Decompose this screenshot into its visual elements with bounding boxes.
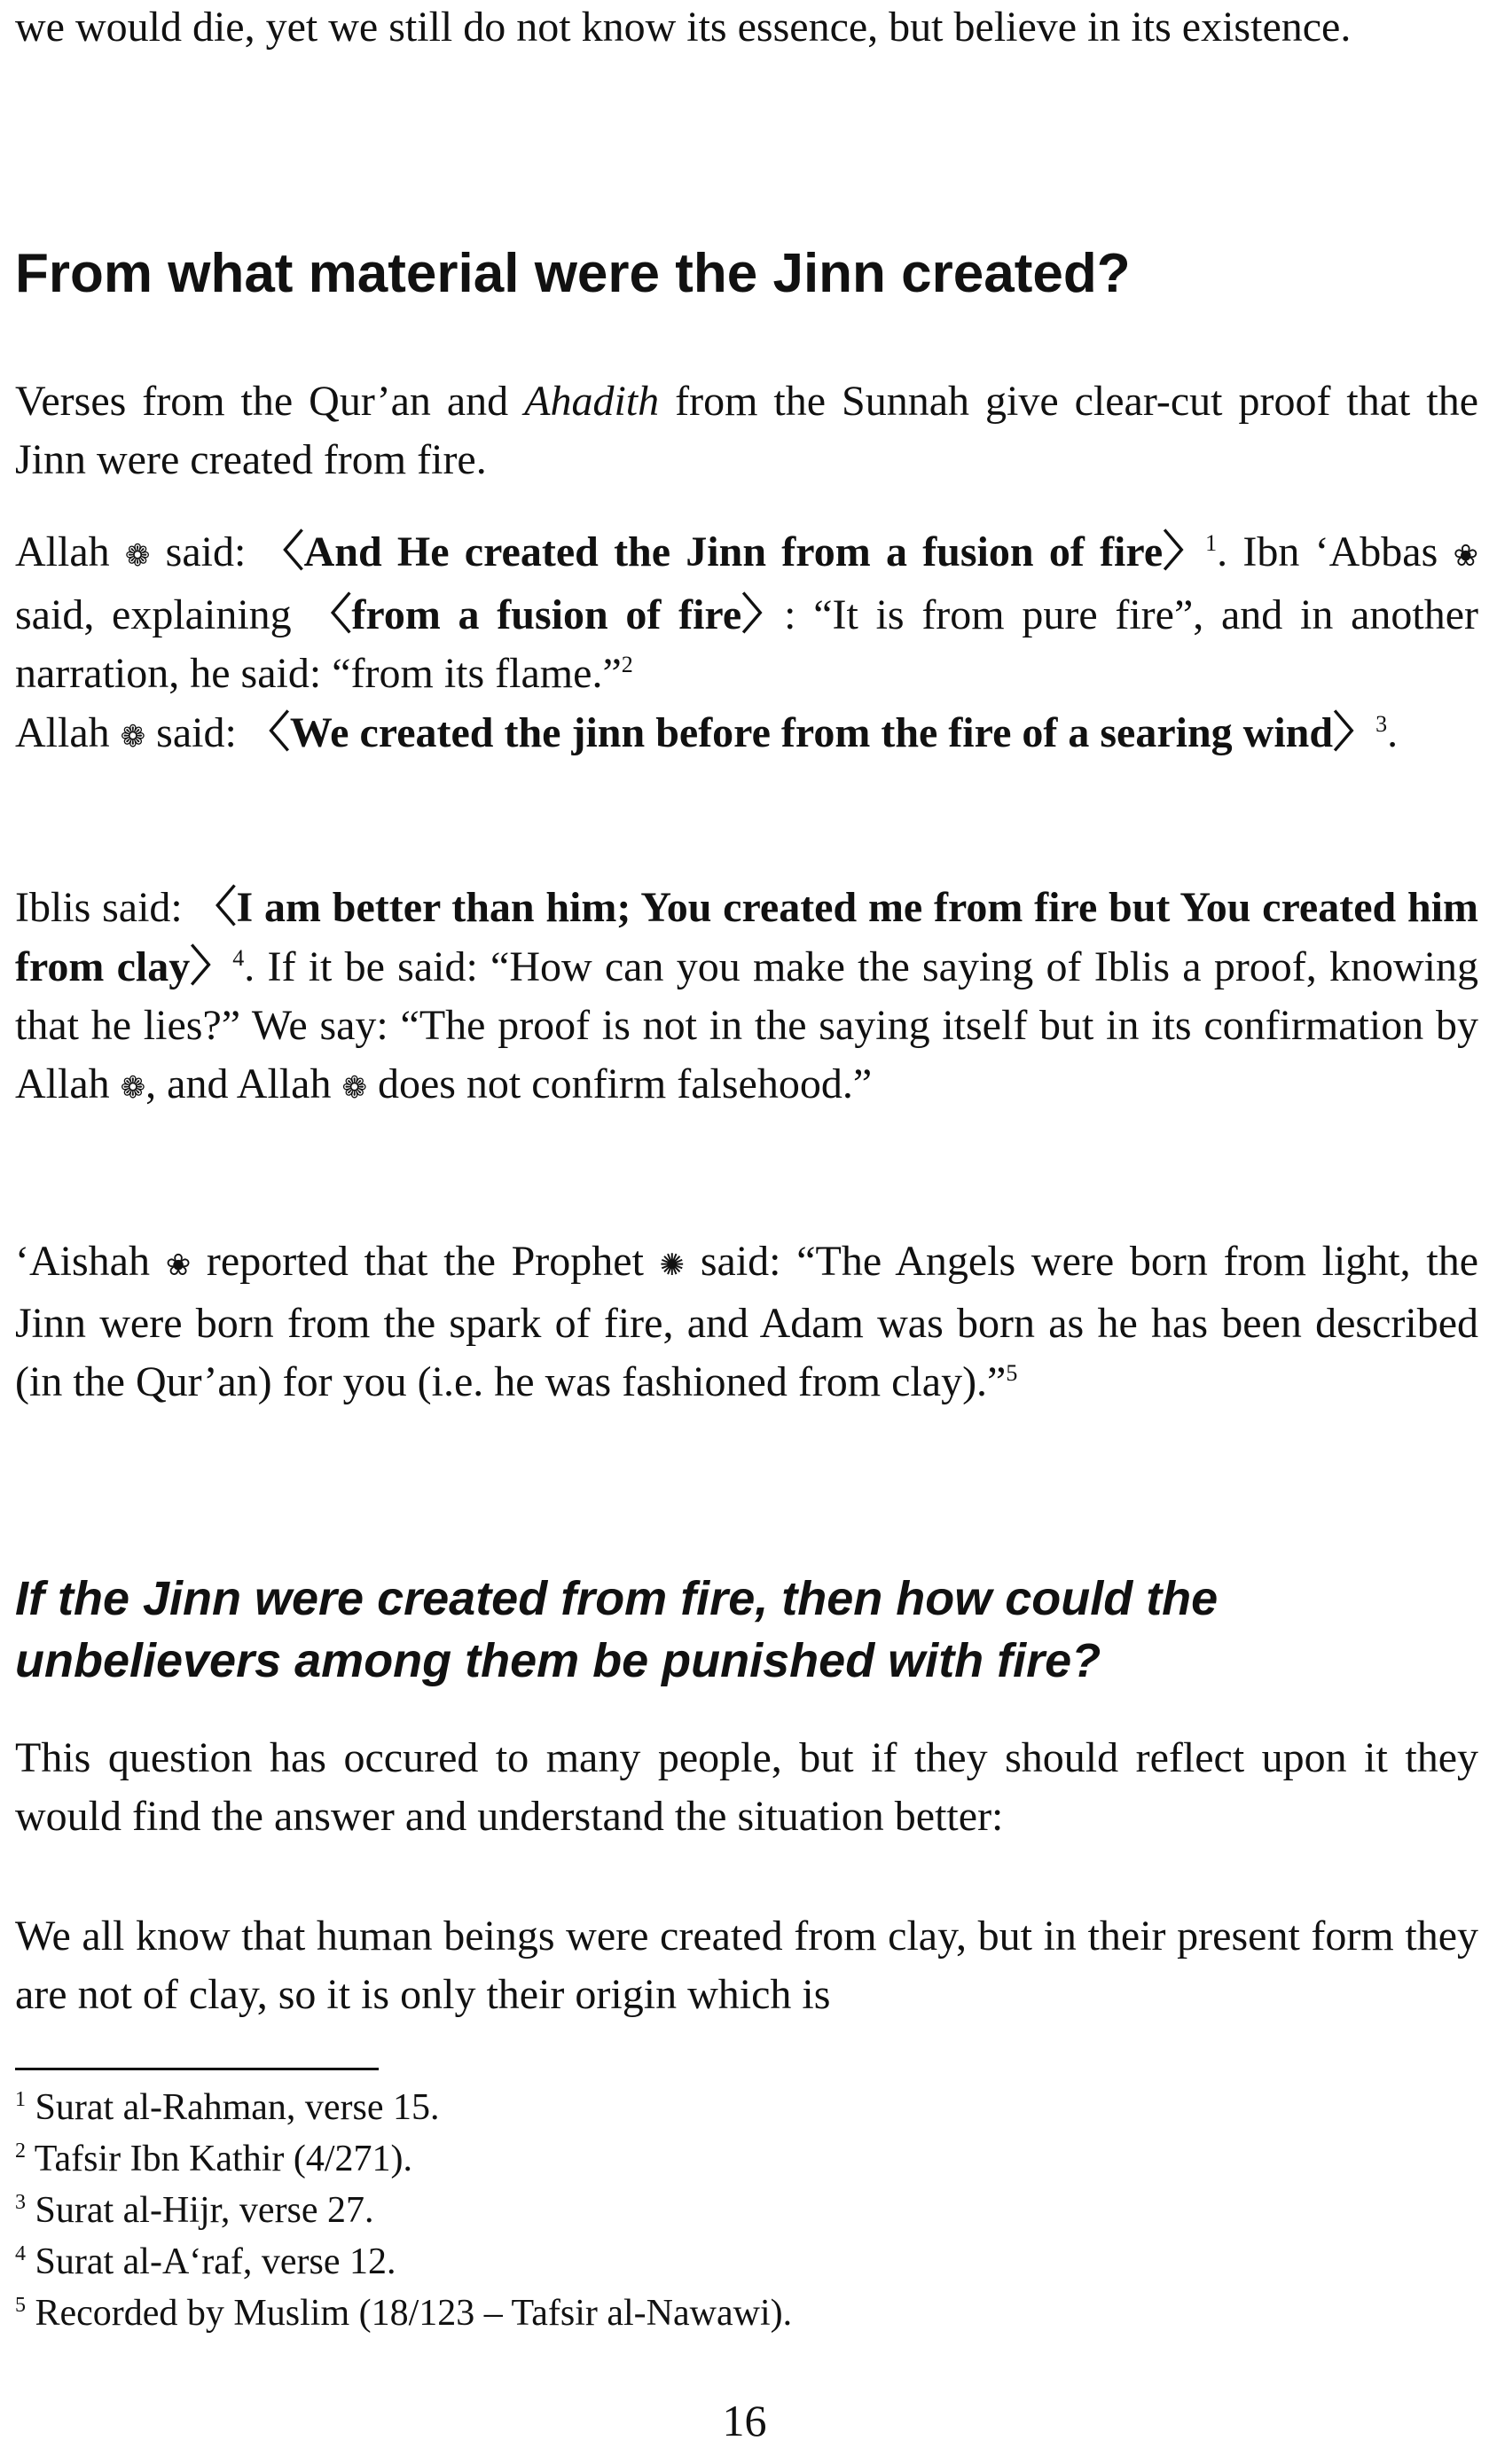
footnote-ref: 1 [1205, 530, 1218, 556]
allah-honorific-icon: ❁ [124, 538, 151, 574]
paragraph-human-clay: We all know that human beings were created from clay, but in their present form they are not of clay, so it is only their origin which is [15, 1913, 1478, 2018]
quran-quote: We created the jinn before from the fire of a searing wind [289, 709, 1334, 756]
paragraph-allah-said: Allah ❁ said: 〈And He created the Jinn from a fusion of fire〉$^1$. Ibn ‘Abbas ❀ said, explaining 〈from a fusion of fire〉: “It is from pure fire”, and in another narration, he said: “from its flame.”$^2$ Allah ❁ said: 〈We created the jinn before from the fire of a searing wind〉$^3$. [15, 522, 1478, 766]
quran-quote: And He created the Jinn from a fusion of fire [303, 528, 1164, 575]
section-heading-jinn-material: From what material were the Jinn created? [15, 243, 1131, 304]
allah-honorific-icon: ❁ [341, 1070, 367, 1106]
paragraph-iblis: Iblis said: 〈I am better than him; You created me from fire but You created him from clay〉$^4$. If it be said: “How can you make the saying of Iblis a proof, knowing that he lies?” We say: “The proof is not in the saying itself but in its confirmation by Allah ❁, and Allah ❁ does not confirm falsehood.” [15, 878, 1478, 1117]
footnote-item: $^1$ Surat al-Rahman, verse 15. [15, 2087, 440, 2128]
page-number: 16 [722, 2396, 767, 2445]
quran-quote: from a fusion of fire [351, 591, 742, 638]
companion-honorific-icon: ❀ [165, 1248, 192, 1283]
footnote-ref: 3 [1375, 711, 1388, 737]
quote-open-bracket: 〈 [261, 527, 304, 576]
footnote-item: $^2$ Tafsir Ibn Kathir (4/271). [15, 2139, 413, 2179]
footnote-item: $^5$ Recorded by Muslim (18/123 – Tafsir al-Nawawi). [15, 2293, 793, 2334]
footnote-ref: 5 [1006, 1360, 1018, 1386]
allah-honorific-icon: ❁ [120, 719, 146, 755]
paragraph-question: This question has occured to many people, but if they should reflect upon it they would find the answer and understand the situation better: [15, 1734, 1478, 1840]
paragraph-quran-proof: Verses from the Qur’an and Ahadith from the Sunnah give clear-cut proof that the Jinn were created from fire. [15, 378, 1478, 483]
allah-honorific-icon: ❁ [120, 1070, 146, 1106]
paragraph-aishah-hadith: ‘Aishah ❀ reported that the Prophet ✺ said: “The Angels were born from light, the Jinn were born from the spark of fire, and Adam was born as he has been described (in the Qur’an) for you (i.e. he was fashioned from clay).”$^5$ [15, 1238, 1478, 1405]
prophet-honorific-icon: ✺ [659, 1248, 686, 1283]
intro-paragraph [15, 0, 1478, 57]
quran-quote: I am better than him; You created me from fire but You created him from clay [15, 884, 1478, 990]
footnote-divider [15, 2068, 379, 2070]
footnote-ref: 2 [621, 652, 633, 677]
footnote-item: $^3$ Surat al-Hijr, verse 27. [15, 2190, 374, 2231]
footnote-ref: 4 [232, 945, 245, 971]
ahadith-term: Ahadith [524, 378, 660, 425]
intro-text: we would die, yet we still do not know its essence, but believe in its existence. [15, 4, 1352, 51]
section-heading-punishment: If the Jinn were created from fire, then how could the unbelievers among them be punished with fire? [15, 1572, 1219, 1687]
quote-close-bracket: 〉 [1163, 527, 1206, 576]
companion-honorific-icon: ❀ [1453, 538, 1479, 574]
footnote-item: $^4$ Surat al-A‘raf, verse 12. [15, 2241, 396, 2282]
footnotes-list [15, 2082, 1079, 2339]
